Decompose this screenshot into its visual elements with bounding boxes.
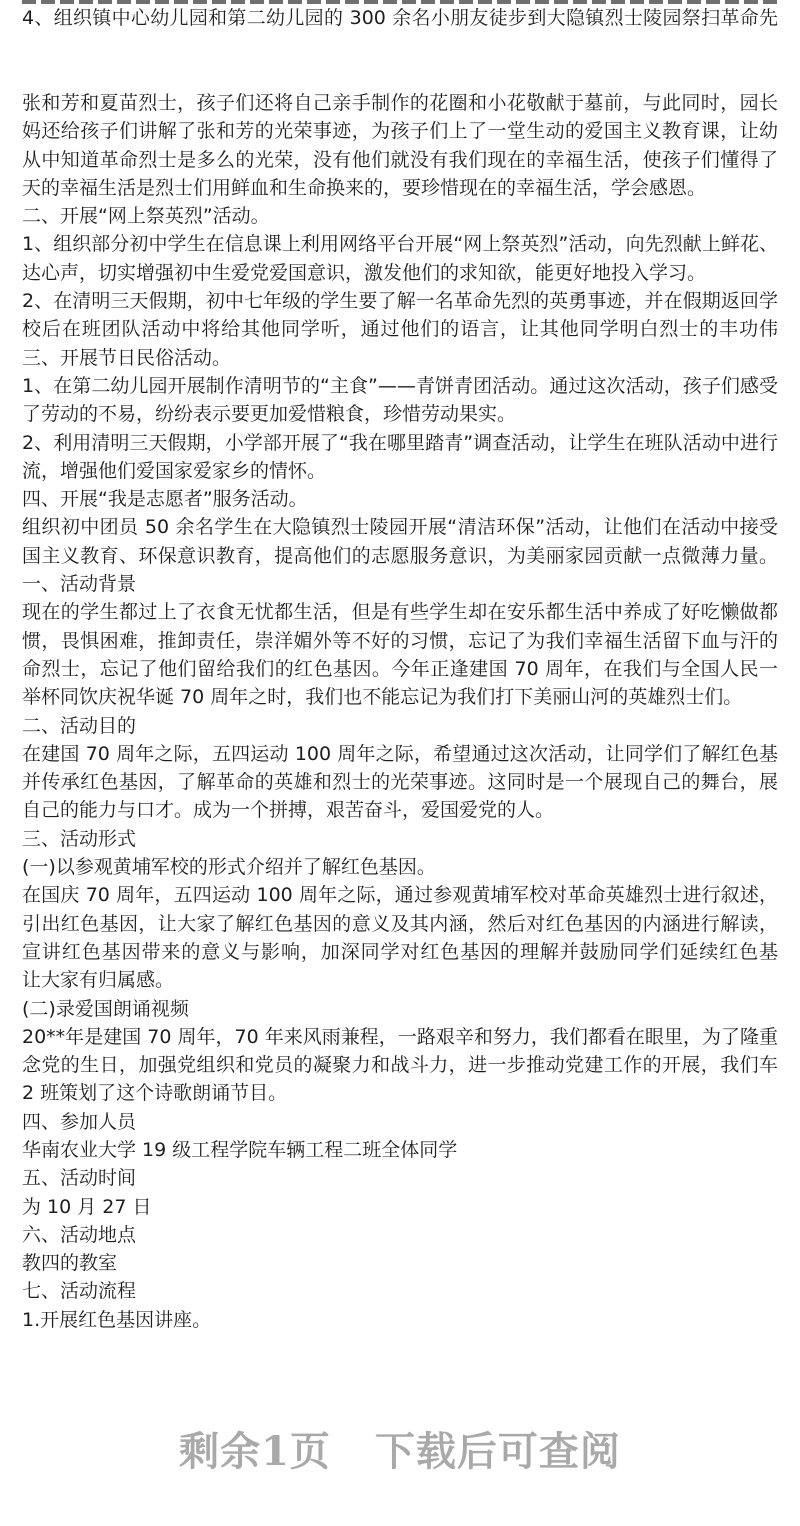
- paragraph-line: 举杯同饮庆祝华诞 70 周年之时，我们也不能忘记为我们打下美丽山河的英雄烈士们。: [22, 686, 743, 709]
- paragraph-line: 流，增强他们爱国家爱家乡的情怀。: [22, 459, 327, 482]
- paragraph-line: 4、组织镇中心幼儿园和第二幼儿园的 300 余名小朋友徒步到大隐镇烈士陵园祭扫革命先: [22, 7, 778, 29]
- paragraph-line: 在国庆 70 周年，五四运动 100 周年之际，通过参观黄埔军校对革命英雄烈士进行叙述，: [22, 884, 778, 907]
- paragraph-line: 教四的教室: [22, 1252, 118, 1275]
- download-to-view-label[interactable]: 下载后可查阅: [374, 1428, 621, 1475]
- paragraph-line: 1.开展红色基因讲座。: [22, 1308, 212, 1331]
- paragraph-line: 命烈士，忘记了他们留给我们的红色基因。今年正逢建国 70 周年，在我们与全国人民一: [22, 657, 778, 680]
- paragraph-line: 四、参加人员: [22, 1110, 137, 1133]
- paragraph-line: 三、开展节日民俗活动。: [22, 346, 232, 369]
- paragraph-line: 1、组织部分初中学生在信息课上利用网络平台开展“网上祭英烈”活动，向先烈献上鲜花、: [22, 233, 778, 256]
- paragraph-line: 惯，畏惧困难，推卸责任，崇洋媚外等不好的习惯，忘记了为我们幸福生活留下血与汗的: [22, 629, 778, 652]
- paragraph-line: 张和芳和夏苗烈士，孩子们还将自己亲手制作的花圈和小花敬献于墓前，与此同时，园长: [22, 92, 778, 114]
- paragraph-line: 并传承红色基因，了解革命的英雄和烈士的光荣事迹。这同时是一个展现自己的舞台，展: [22, 771, 778, 794]
- paragraph-line: 二、活动目的: [22, 714, 137, 737]
- paragraph-line: 宣讲红色基因带来的意义与影响，加深同学对红色基因的理解并鼓励同学们延续红色基: [22, 940, 778, 963]
- paragraph-line: 1、在第二幼儿园开展制作清明节的“主食”——青饼青团活动。通过这次活动，孩子们感受: [22, 374, 778, 397]
- paragraph-line: 天的幸福生活是烈士们用鲜血和生命换来的，要珍惜现在的幸福生活，学会感恩。: [22, 176, 707, 199]
- paragraph-line: (二)录爱国朗诵视频: [22, 997, 189, 1020]
- paragraph-line: 念党的生日，加强党组织和党员的凝聚力和战斗力，进一步推动党建工作的开展，我们车: [22, 1054, 778, 1077]
- paragraph-line: 2、利用清明三天假期，小学部开展了“我在哪里踏青”调查活动，让学生在班队活动中进行: [22, 431, 778, 454]
- paragraph-line: 华南农业大学 19 级工程学院车辆工程二班全体同学: [22, 1138, 458, 1161]
- paragraph-line: 国主义教育、环保意识教育，提高他们的志愿服务意识，为美丽家园贡献一点微薄力量。: [22, 544, 778, 567]
- paragraph-line: 从中知道革命烈士是多么的光荣，没有他们就没有我们现在的幸福生活，使孩子们懂得了: [22, 148, 778, 171]
- paragraph-line: 三、活动形式: [22, 827, 137, 850]
- paragraph-line: 组织初中团员 50 余名学生在大隐镇烈士陵园开展“清洁环保”活动，让他们在活动中接受: [22, 516, 778, 539]
- paragraph-line: 了劳动的不易，纷纷表示要更加爱惜粮食，珍惜劳动果实。: [22, 403, 517, 426]
- paragraph-line: 五、活动时间: [22, 1167, 137, 1190]
- paragraph-line: 校后在班团队活动中将给其他同学听，通过他们的语言，让其他同学明白烈士的丰功伟: [22, 318, 778, 341]
- paragraph-line: 在建国 70 周年之际，五四运动 100 周年之际，希望通过这次活动，让同学们了解红色基: [22, 742, 778, 765]
- paragraph-line: 妈还给孩子们讲解了张和芳的光荣事迹，为孩子们上了一堂生动的爱国主义教育课，让幼: [22, 120, 778, 143]
- paragraph-line: 20**年是建国 70 周年，70 年来风雨兼程，一路艰辛和努力，我们都看在眼里，为了隆重: [22, 1025, 778, 1048]
- paragraph-line: 六、活动地点: [22, 1223, 137, 1246]
- paragraph-line: 2、在清明三天假期，初中七年级的学生要了解一名革命先烈的英勇事迹，并在假期返回学: [22, 290, 778, 313]
- paragraph-line: 2 班策划了这个诗歌朗诵节目。: [22, 1082, 288, 1105]
- paragraph-line: 达心声，切实增强初中生爱党爱国意识，激发他们的求知欲，能更好地投入学习。: [22, 261, 707, 284]
- paragraph-line: 让大家有归属感。: [22, 969, 175, 992]
- paragraph-line: 自己的能力与口才。成为一个拼搏，艰苦奋斗，爱国爱党的人。: [22, 799, 555, 822]
- paragraph-line: 现在的学生都过上了衣食无忧都生活，但是有些学生却在安乐都生活中养成了好吃懒做都: [22, 601, 778, 624]
- paragraph-line: 一、活动背景: [22, 573, 137, 596]
- paragraph-line: 七、活动流程: [22, 1280, 137, 1303]
- remaining-pages-label: 剩余1页: [179, 1428, 331, 1475]
- paragraph-line: (一)以参观黄埔军校的形式介绍并了解红色基因。: [22, 856, 436, 879]
- paragraph-line: 二、开展“网上祭英烈”活动。: [22, 205, 270, 228]
- paragraph-line: 四、开展“我是志愿者”服务活动。: [22, 488, 308, 511]
- document-body: [0, 89, 800, 1334]
- paragraph-line: 为 10 月 27 日: [22, 1195, 152, 1218]
- download-prompt[interactable]: [0, 1420, 800, 1477]
- paragraph-line: 引出红色基因，让大家了解红色基因的意义及其内涵，然后对红色基因的内涵进行解读，: [22, 912, 778, 935]
